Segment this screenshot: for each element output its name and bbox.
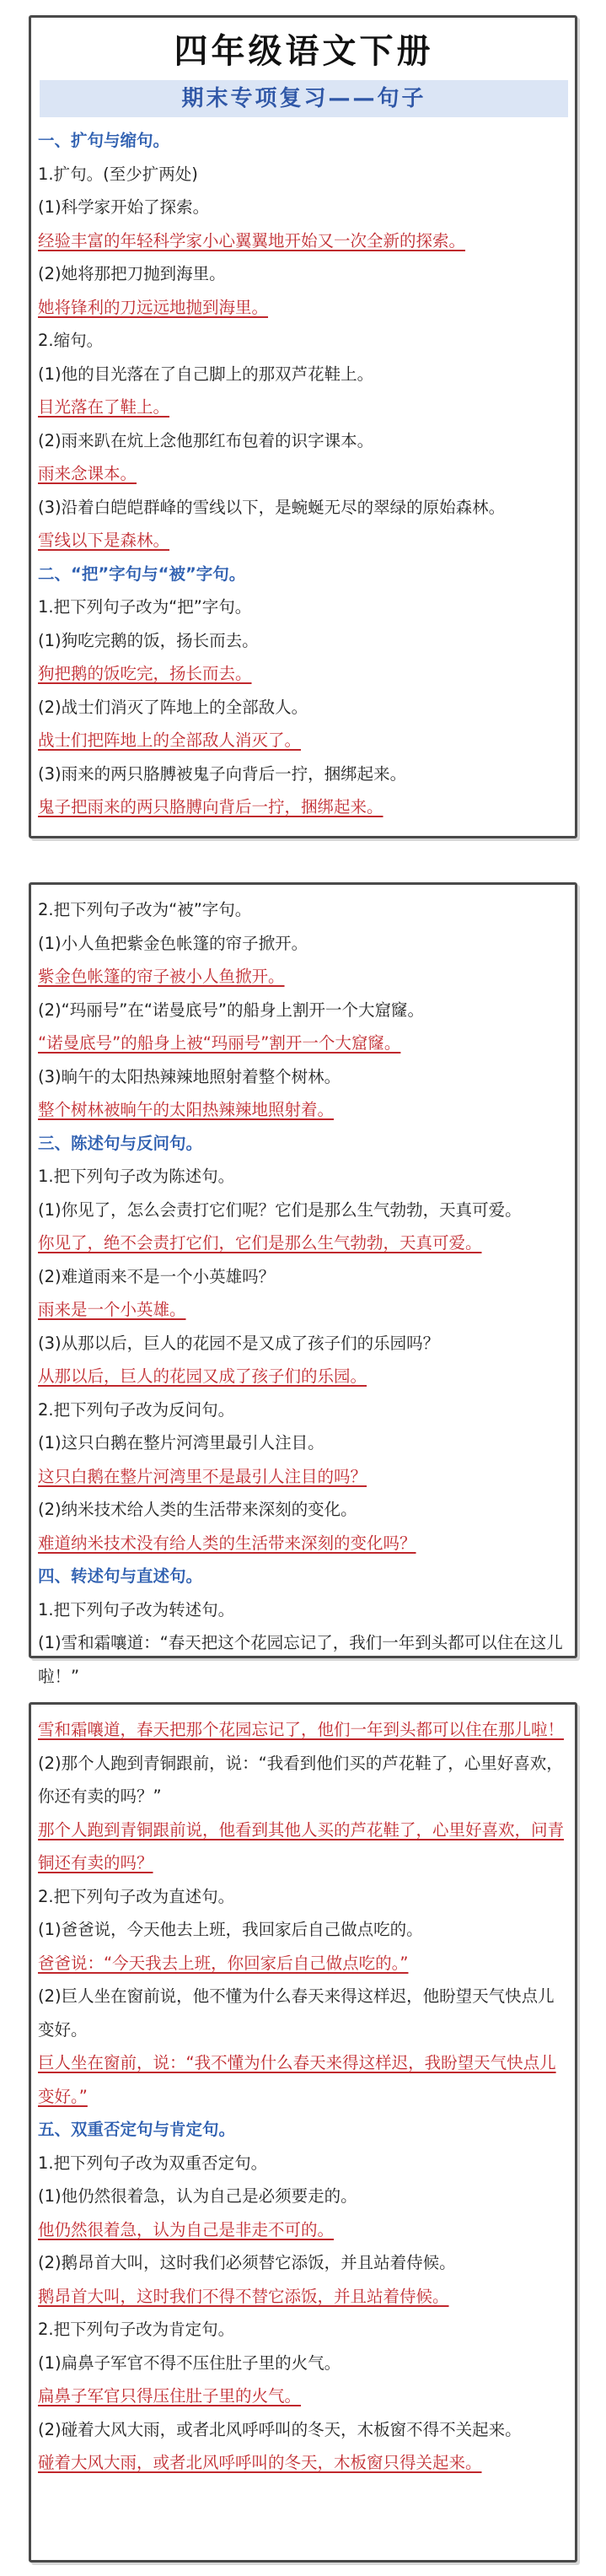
section-heading: 五、双重否定句与肯定句。 — [38, 2120, 236, 2139]
worksheet-card-1 — [29, 15, 577, 838]
answer-line: 这只白鹅在整片河湾里不是最引人注目的吗？ — [38, 1466, 367, 1486]
answer-line: 难道纳米技术没有给人类的生活带来深刻的变化吗？ — [38, 1533, 416, 1553]
answer-line: 狗把鹅的饭吃完，扬长而去。 — [38, 664, 252, 683]
question-line: (2)雨来趴在炕上念他那红布包着的识字课本。 — [38, 430, 374, 450]
question-line: 1.扩句。(至少扩两处) — [38, 164, 198, 184]
question-line: (2)巨人坐在窗前说，他不懂为什么春天来得这样迟，他盼望天气快点儿变好。 — [38, 1986, 555, 2040]
card-1-content — [38, 124, 570, 824]
question-line: 2.把下列句子改为反问句。 — [38, 1399, 235, 1420]
answer-line: 雨来是一个小英雄。 — [38, 1300, 186, 1319]
worksheet-card-2 — [29, 882, 577, 1686]
answer-line: 扁鼻子军官只得压住肚子里的火气。 — [38, 2386, 302, 2406]
answer-line: 鹅昂首大叫，这时我们不得不替它添饭，并且站着侍候。 — [38, 2286, 449, 2306]
answer-line: “诺曼底号”的船身上被“玛丽号”割开一个大窟窿。 — [38, 1033, 401, 1053]
question-line: (3)从那以后，巨人的花园不是又成了孩子们的乐园吗？ — [38, 1333, 440, 1353]
question-line: (1)小人鱼把紫金色帐篷的帘子掀开。 — [38, 933, 308, 953]
answer-line: 他仍然很着急，认为自己是非走不可的。 — [38, 2219, 335, 2239]
question-line: (2)难道雨来不是一个小英雄吗？ — [38, 1266, 276, 1286]
question-line: 2.把下列句子改为肯定句。 — [38, 2320, 235, 2339]
question-line: 2.把下列句子改为“被”字句。 — [38, 900, 252, 919]
question-line: (1)他仍然很着急，认为自己是必须要走的。 — [38, 2186, 357, 2206]
question-line: (1)你见了，怎么会责打它们呢？它们是那么生气勃勃，天真可爱。 — [38, 1199, 522, 1220]
answer-line: 紫金色帐篷的帘子被小人鱼掀开。 — [38, 967, 285, 986]
question-line: (2)碰着大风大雨，或者北风呼呼叫的冬天，木板窗不得不关起来。 — [38, 2419, 522, 2439]
answer-line: 战士们把阵地上的全部敌人消灭了。 — [38, 730, 302, 750]
answer-line: 目光落在了鞋上。 — [38, 397, 170, 417]
answer-line: 雨来念课本。 — [38, 464, 137, 483]
section-heading: 三、陈述句与反问句。 — [38, 1133, 203, 1153]
answer-line: 经验丰富的年轻科学家小心翼翼地开始又一次全新的探索。 — [38, 230, 466, 251]
question-line: (1)科学家开始了探索。 — [38, 197, 210, 217]
question-line: (3)沿着白皑皑群峰的雪线以下，是蜿蜒无尽的翠绿的原始森林。 — [38, 497, 506, 517]
section-heading: 四、转述句与直述句。 — [38, 1566, 203, 1586]
question-line: (1)扁鼻子军官不得不压住肚子里的火气。 — [38, 2352, 341, 2373]
question-line: 2.缩句。 — [38, 331, 104, 350]
answer-line: 爸爸说：“今天我去上班，你回家后自己做点吃的。” — [38, 1953, 409, 1973]
answer-line: 巨人坐在窗前，说：“我不懂为什么春天来得这样迟，我盼望天气快点儿变好。” — [38, 2053, 556, 2106]
page-subtitle: 期末专项复习——句子 — [40, 80, 568, 117]
section-heading: 一、扩句与缩句。 — [38, 131, 170, 150]
card-2-content — [38, 893, 570, 1693]
question-line: (2)鹅昂首大叫，这时我们必须替它添饭，并且站着侍候。 — [38, 2253, 456, 2272]
question-line: (3)晌午的太阳热辣辣地照射着整个树林。 — [38, 1066, 341, 1086]
answer-line: 她将锋利的刀远远地抛到海里。 — [38, 297, 269, 317]
card-3-content — [38, 1713, 570, 2480]
answer-line: 那个人跑到青铜跟前说，他看到其他人买的芦花鞋了，心里好喜欢，问青铜还有卖的吗？ — [38, 1819, 565, 1873]
question-line: (2)“玛丽号”在“诺曼底号”的船身上割开一个大窟窿。 — [38, 1000, 425, 1020]
page-title: 四年级语文下册 — [174, 32, 434, 71]
question-line: (1)狗吃完鹅的饭，扬长而去。 — [38, 630, 259, 650]
answer-line: 雪线以下是森林。 — [38, 531, 170, 550]
question-line: (1)雪和霜嚷道：“春天把这个花园忘记了，我们一年到头都可以住在这儿啦！” — [38, 1633, 563, 1686]
answer-line: 你见了，绝不会责打它们，它们是那么生气勃勃，天真可爱。 — [38, 1233, 482, 1253]
question-line: (2)战士们消灭了阵地上的全部敌人。 — [38, 697, 308, 717]
answer-line: 雪和霜嚷道，春天把那个花园忘记了，他们一年到头都可以住在那儿啦！ — [38, 1720, 565, 1739]
question-line: (3)雨来的两只胳膊被鬼子向背后一拧，捆绑起来。 — [38, 763, 407, 784]
question-line: (1)这只白鹅在整片河湾里最引人注目。 — [38, 1433, 324, 1452]
question-line: 1.把下列句子改为转述句。 — [38, 1599, 235, 1619]
answer-line: 整个树林被晌午的太阳热辣辣地照射着。 — [38, 1100, 335, 1119]
question-line: (2)她将那把刀抛到海里。 — [38, 264, 226, 283]
answer-line: 鬼子把雨来的两只胳膊向背后一拧，捆绑起来。 — [38, 797, 383, 816]
question-line: (2)纳米技术给人类的生活带来深刻的变化。 — [38, 1500, 357, 1519]
question-line: 1.把下列句子改为陈述句。 — [38, 1167, 235, 1186]
question-line: 1.把下列句子改为“把”字句。 — [38, 597, 252, 617]
question-line: (1)爸爸说，今天他去上班，我回家后自己做点吃的。 — [38, 1920, 423, 1939]
worksheet-card-3 — [29, 1702, 577, 2563]
question-line: (1)他的目光落在了自己脚上的那双芦花鞋上。 — [38, 364, 374, 384]
answer-line: 碰着大风大雨，或者北风呼呼叫的冬天，木板窗只得关起来。 — [38, 2453, 482, 2472]
question-line: (2)那个人跑到青铜跟前，说：“我看到他们买的芦花鞋了，心里好喜欢，你还有卖的吗？” — [38, 1753, 563, 1806]
question-line: 1.把下列句子改为双重否定句。 — [38, 2153, 268, 2173]
section-heading: 二、“把”字句与“被”字句。 — [38, 563, 246, 584]
question-line: 2.把下列句子改为直述句。 — [38, 1886, 235, 1906]
answer-line: 从那以后，巨人的花园又成了孩子们的乐园。 — [38, 1366, 367, 1386]
